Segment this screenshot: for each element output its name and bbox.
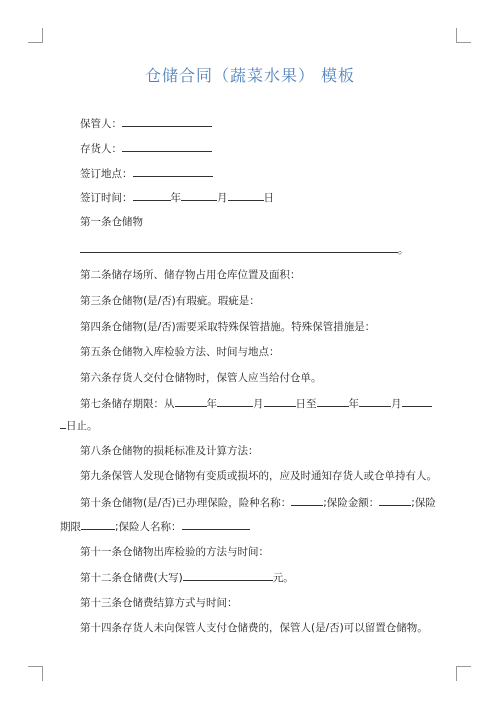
depositor-blank[interactable] [122,141,212,152]
a7-year-blank[interactable] [175,396,207,407]
article-1-blank[interactable] [80,242,398,253]
place-blank[interactable] [133,166,213,177]
article-7-label: 第七条储存期限：从 [80,398,175,410]
article-1-end: 。 [398,244,409,256]
day-blank[interactable] [228,190,264,201]
place-line [80,166,213,181]
a7-month-blank[interactable] [217,396,253,407]
article-12-end: 元。 [272,572,294,584]
article-10-line [80,495,436,510]
insurance-type-blank[interactable] [291,495,323,506]
insurer-label: ;保险人名称： [115,521,182,533]
month-blank[interactable] [181,190,217,201]
a7-month2-blank[interactable] [359,396,391,407]
article-6: 第六条存货人交付仓储物时，保管人应当给付仓单。 [80,372,322,384]
month-label: 月 [217,192,228,204]
depositor-line [80,141,212,156]
insurance-term-label: ;保险 [411,497,436,509]
article-4: 第四条仓储物(是/否)需要采取特殊保管措施。特殊保管措施是： [80,321,376,333]
keeper-blank[interactable] [122,116,212,127]
corner-mark-top-right [456,28,471,43]
place-label: 签订地点： [80,168,133,180]
article-2: 第二条储存场所、储存物占用仓库位置及面积： [80,269,301,281]
corner-mark-bottom-left [28,666,43,681]
article-12-line [80,570,294,585]
article-11: 第十一条仓储物出库检验的方法与时间： [80,546,269,558]
a7-month2-label: 月 [391,398,402,410]
article-14: 第十四条存货人未向保管人支付仓储费的，保管人(是/否)可以留置仓储物。 [80,622,428,634]
article-7-line [80,396,432,411]
article-7-end: 日止。 [66,420,98,432]
a7-day2-blank[interactable] [402,396,432,407]
insurer-blank[interactable] [182,519,250,530]
page-title: 仓储合同（蔬菜水果） 模板 [144,66,356,85]
article-13: 第十三条仓储费结算方式与时间： [80,597,238,609]
day-label: 日 [263,192,274,204]
article-10-label: 第十条仓储物(是/否)已办理保险，险种名称： [80,497,292,509]
a7-year-label: 年 [206,398,217,410]
keeper-line [80,116,212,131]
year-blank[interactable] [133,190,171,201]
article-3: 第三条仓储物(是/否)有瑕疵。瑕疵是： [80,295,260,307]
keeper-label: 保管人： [80,118,122,130]
article-1-blank-line [80,242,409,257]
a7-year2-label: 年 [348,398,359,410]
article-5: 第五条仓储物入库检验方法、时间与地点： [80,346,280,358]
a7-day-to-label: 日至 [295,398,317,410]
insurance-amount-label: ;保险金额： [323,497,380,509]
insurance-amount-blank[interactable] [379,495,411,506]
depositor-label: 存货人： [80,143,122,155]
article-8: 第八条仓储物的损耗标准及计算方法： [80,445,259,457]
a7-year2-blank[interactable] [317,396,349,407]
storage-fee-blank[interactable] [183,570,273,581]
time-label: 签订时间： [80,192,133,204]
article-9: 第九条保管人发现仓储物有变质或损坏的，应及时通知存货人或仓单持有人。 [80,470,437,482]
article-10-cont-line [60,519,250,534]
insurance-term-blank[interactable] [81,519,115,530]
article-12-label: 第十二条仓储费(大写) [80,572,183,584]
article-7-end-line [60,418,98,433]
year-label: 年 [170,192,181,204]
a7-day-blank[interactable] [264,396,296,407]
time-line [80,190,274,205]
corner-mark-top-left [28,28,43,43]
insurance-term-label-cont: 期限 [60,521,81,533]
corner-mark-bottom-right [456,666,471,681]
article-1: 第一条仓储物 [80,216,143,228]
a7-month-label: 月 [253,398,264,410]
